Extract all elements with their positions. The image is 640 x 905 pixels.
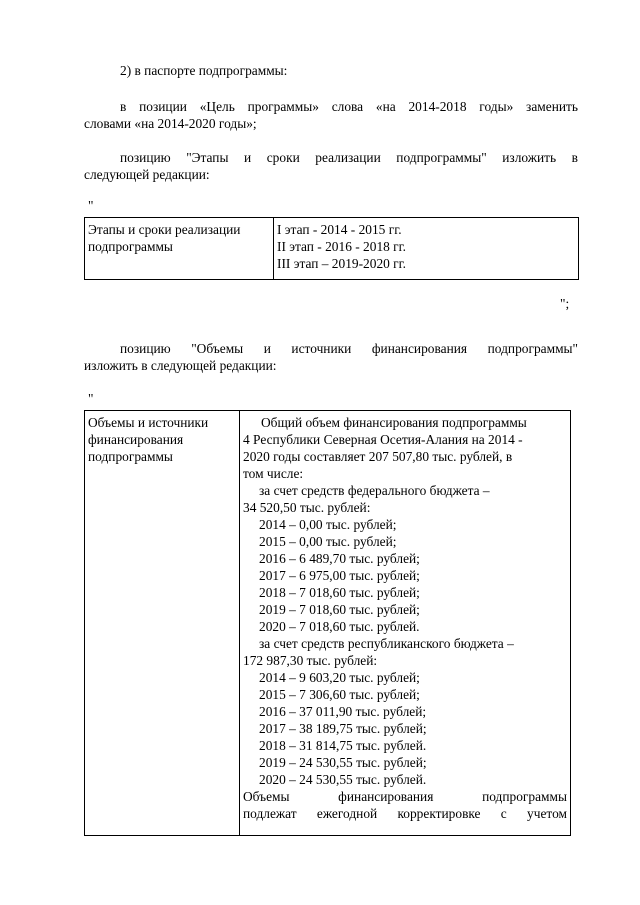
paragraph-stages-line-2: следующей редакции: [84, 167, 210, 182]
paragraph-goal-line-2: словами «на 2014-2020 годы»; [84, 116, 257, 131]
quote-close-1: "; [560, 296, 570, 311]
federal-year-item: 2014 – 0,00 тыс. рублей; [259, 517, 397, 532]
republic-total: 172 987,30 тыс. рублей: [243, 653, 378, 668]
stages-table-row [85, 218, 579, 280]
financing-label-line: финансирования [88, 432, 184, 447]
financing-table-row [85, 411, 571, 836]
stages-label-line-2: подпрограммы [88, 239, 173, 254]
intro-line: 2) в паспорте подпрограммы: [120, 63, 288, 78]
stages-label-cell [85, 218, 274, 280]
paragraph-goal [84, 98, 578, 132]
financing-label-line: Объемы и источники [88, 415, 209, 430]
closing-line: Объемы финансирования подпрограммы [243, 789, 567, 804]
republic-year-item: 2018 – 31 814,75 тыс. рублей. [259, 738, 427, 753]
quote-open-1: " [88, 198, 94, 213]
financing-value-cell [240, 411, 571, 836]
stages-value-cell [274, 218, 579, 280]
paragraph-stages [84, 149, 578, 183]
financing-intro-line: том числе: [243, 466, 304, 481]
financing-intro-line: 4 Республики Северная Осетия-Алания на 2014 - [243, 432, 523, 447]
federal-year-item: 2018 – 7 018,60 тыс. рублей; [259, 585, 420, 600]
federal-year-item: 2015 – 0,00 тыс. рублей; [259, 534, 397, 549]
federal-year-item: 2019 – 7 018,60 тыс. рублей; [259, 602, 420, 617]
stage-item: I этап - 2014 - 2015 гг. [277, 222, 402, 237]
financing-intro-line: Общий объем финансирования подпрограммы [261, 415, 527, 430]
stages-label-line-1: Этапы и сроки реализации [88, 222, 241, 237]
republic-year-item: 2015 – 7 306,60 тыс. рублей; [259, 687, 420, 702]
closing-line: подлежат ежегодной корректировке с учетом [243, 806, 567, 821]
federal-year-item: 2016 – 6 489,70 тыс. рублей; [259, 551, 420, 566]
federal-year-item: 2020 – 7 018,60 тыс. рублей. [259, 619, 420, 634]
republic-year-item: 2017 – 38 189,75 тыс. рублей; [259, 721, 427, 736]
stage-item: II этап - 2016 - 2018 гг. [277, 239, 407, 254]
paragraph-financing [84, 340, 578, 374]
republic-year-item: 2019 – 24 530,55 тыс. рублей; [259, 755, 427, 770]
republic-year-item: 2016 – 37 011,90 тыс. рублей; [259, 704, 427, 719]
quote-open-2: " [88, 391, 94, 406]
financing-label-cell [85, 411, 240, 836]
federal-total: 34 520,50 тыс. рублей: [243, 500, 371, 515]
republic-year-item: 2014 – 9 603,20 тыс. рублей; [259, 670, 420, 685]
stages-table [84, 217, 579, 280]
financing-label-line: подпрограммы [88, 449, 173, 464]
republic-year-item: 2020 – 24 530,55 тыс. рублей. [259, 772, 427, 787]
federal-heading: за счет средств федерального бюджета – [259, 483, 490, 498]
paragraph-financing-line-1: позицию "Объемы и источники финансирования подпрограммы" [120, 341, 578, 356]
paragraph-goal-line-1: в позиции «Цель программы» слова «на 2014-2018 годы» заменить [120, 99, 578, 114]
federal-year-item: 2017 – 6 975,00 тыс. рублей; [259, 568, 420, 583]
republic-heading: за счет средств республиканского бюджета – [259, 636, 514, 651]
financing-table [84, 410, 571, 836]
financing-intro-line: 2020 годы составляет 207 507,80 тыс. рублей, в [243, 449, 513, 464]
stage-item: III этап – 2019-2020 гг. [277, 256, 407, 271]
paragraph-stages-line-1: позицию "Этапы и сроки реализации подпрограммы" изложить в [120, 150, 578, 165]
paragraph-financing-line-2: изложить в следующей редакции: [84, 358, 277, 373]
